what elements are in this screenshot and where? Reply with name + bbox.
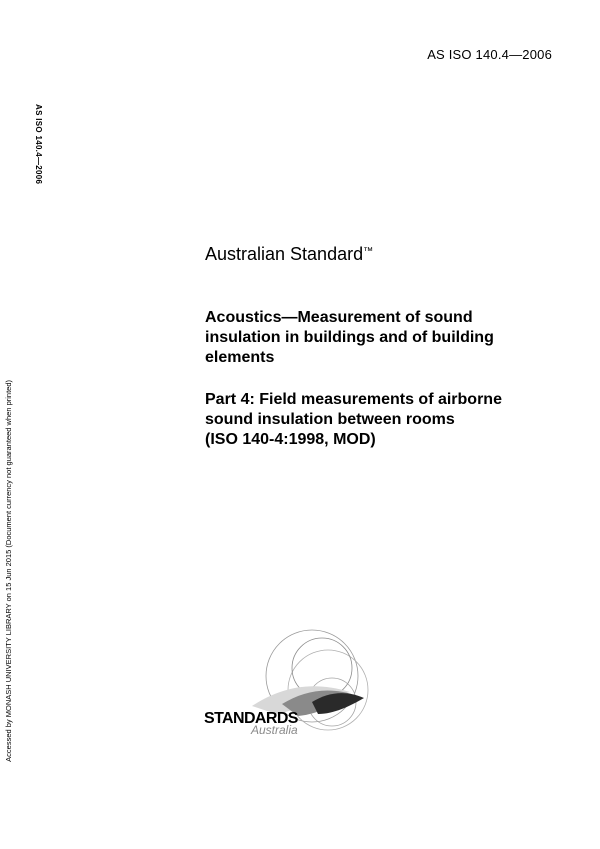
logo-subtext: Australia — [251, 723, 298, 737]
access-notice: Accessed by MONASH UNIVERSITY LIBRARY on 15 Jun 2015 (Document currency not guaranteed when printed) — [4, 380, 13, 762]
spine-document-number: AS ISO 140.4—2006 — [34, 104, 43, 185]
logo-wordmark: STANDARDS — [204, 710, 298, 727]
title-line: elements — [205, 349, 275, 366]
document-title — [205, 308, 565, 368]
trademark-symbol: ™ — [363, 246, 374, 257]
title-line: Acoustics—Measurement of sound — [205, 309, 473, 326]
part-title-line: Part 4: Field measurements of airborne — [205, 391, 502, 408]
part-title — [205, 390, 565, 450]
standard-type-text: Australian Standard — [205, 244, 364, 264]
part-title-line: (ISO 140-4:1998, MOD) — [205, 431, 376, 448]
document-number: AS ISO 140.4—2006 — [427, 47, 552, 62]
standard-type-label — [205, 244, 373, 265]
part-title-line: sound insulation between rooms — [205, 411, 455, 428]
title-line: insulation in buildings and of building — [205, 329, 494, 346]
